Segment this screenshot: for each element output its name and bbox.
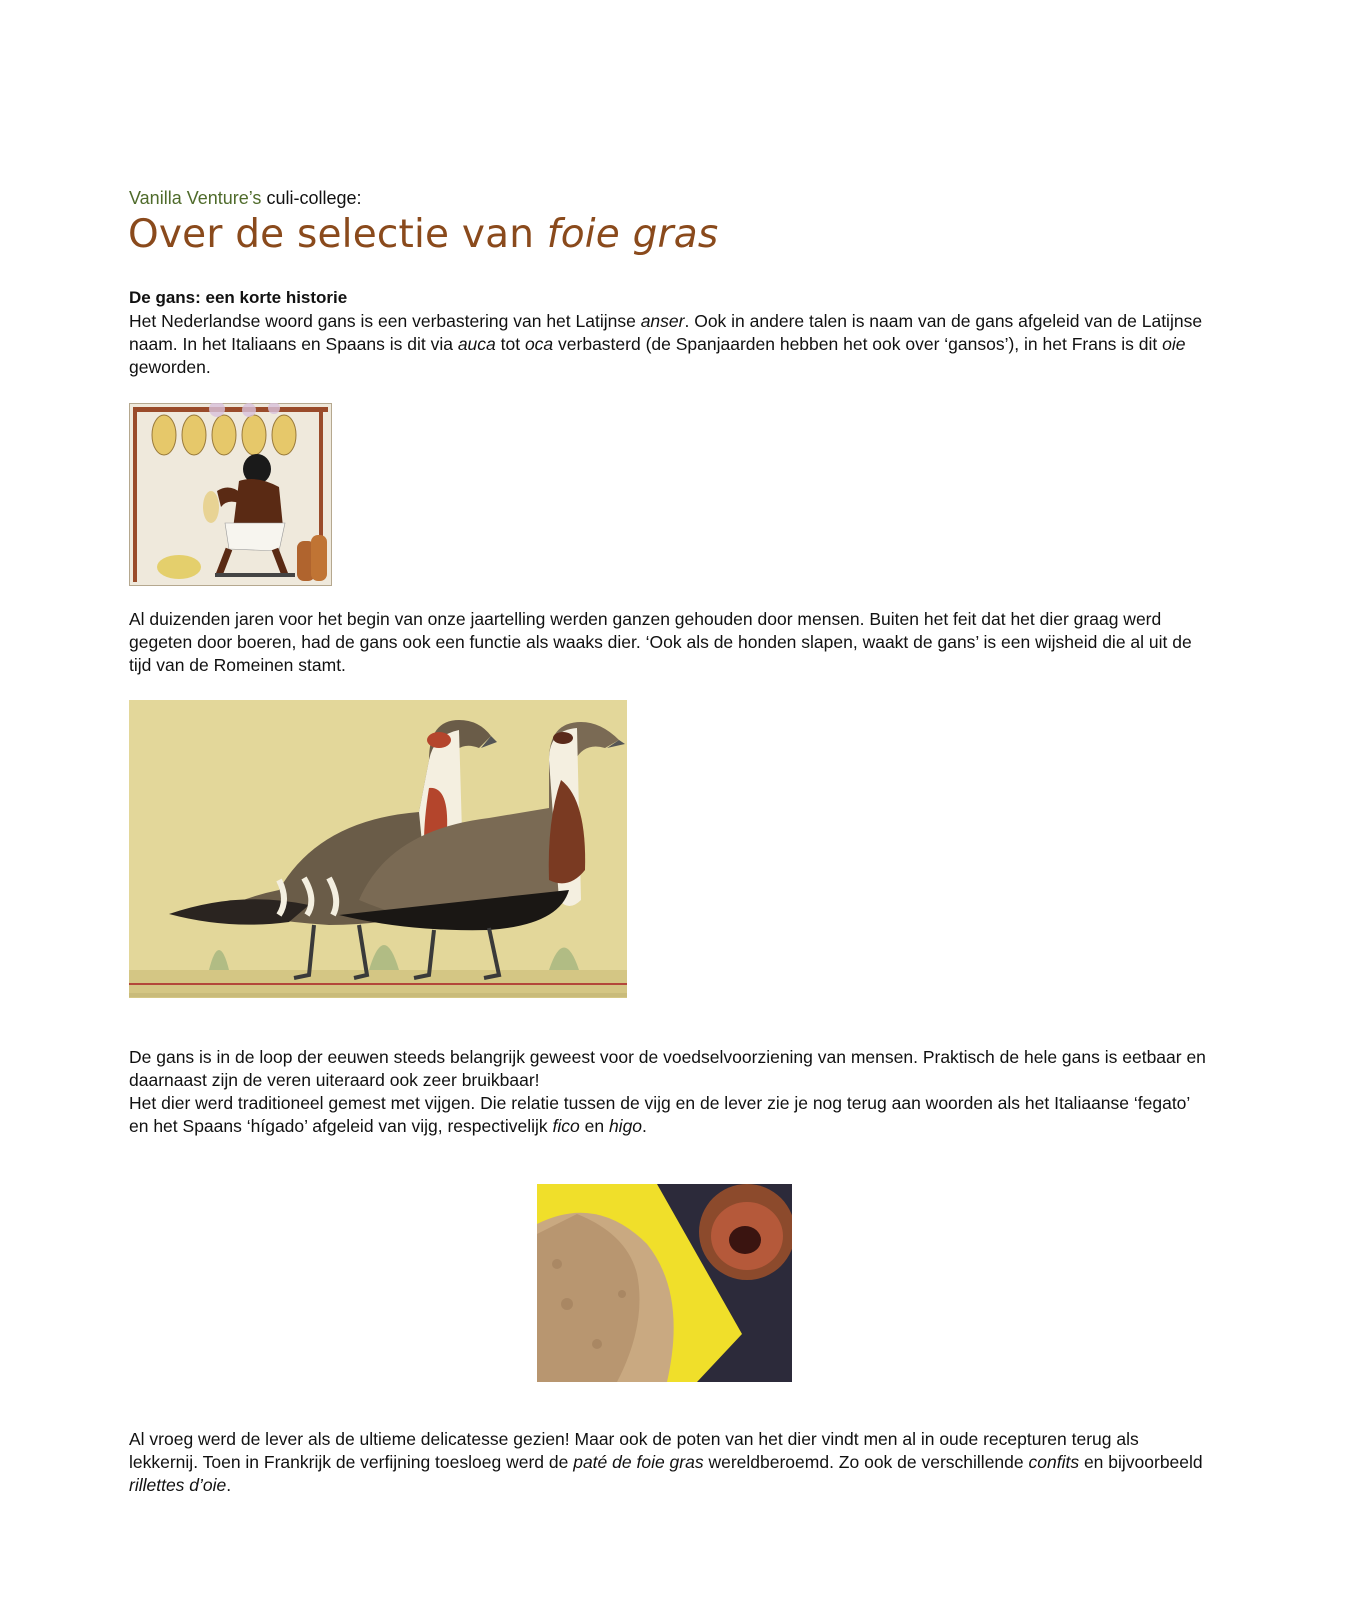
paragraph-etymology (129, 310, 1209, 379)
brand-suffix: culi-college: (266, 188, 362, 208)
text-run: Al vroeg werd de lever als de ultieme delicatesse gezien! Maar ook de poten van het dier vindt men al in oude recepturen terug als lekkernij. Toen in Frankrijk de verfijning toesloeg werd de (129, 1429, 1139, 1472)
italic-term: oie (1162, 334, 1186, 354)
text-run: Het Nederlandse woord gans is een verbastering van het Latijnse (129, 311, 641, 331)
text-run: en (579, 1116, 609, 1136)
paragraph-delicacy (129, 1428, 1209, 1497)
text-run: verbasterd (de Spanjaarden hebben het ook over ‘gansos’), in het Frans is dit (553, 334, 1163, 354)
italic-term: auca (457, 334, 496, 354)
text-run: De gans is in de loop der eeuwen steeds belangrijk geweest voor de voedselvoorziening van mensen. Praktisch de hele gans is eetbaar en daarnaast zijn de veren uiteraard ook zeer bruikbaar! (129, 1047, 1206, 1090)
brand-name: Vanilla Venture’s (129, 188, 262, 208)
text-run: geworden. (129, 357, 211, 377)
italic-term: oca (524, 334, 554, 354)
page-title (128, 212, 718, 257)
italic-term: higo (608, 1116, 643, 1136)
brand-line (129, 188, 362, 209)
text-run: en bijvoorbeeld (1079, 1452, 1203, 1472)
title-italic: foie gras (546, 212, 719, 257)
text-run: wereldberoemd. Zo ook de verschillende (703, 1452, 1029, 1472)
text-run: Al duizenden jaren voor het begin van onze jaartelling werden ganzen gehouden door mensen. Buiten het feit dat het dier graag werd gegeten door boeren, had de gans ook een functie als waaks dier. ‘Ook als de honden slapen, waakt de gans’ is een wijsheid die al uit de tijd van de Romeinen stamt. (129, 609, 1192, 675)
italic-term: fico (552, 1116, 580, 1136)
text-run: . (226, 1475, 232, 1495)
egyptian-painting-poultry-image (129, 403, 332, 586)
italic-term: paté de foie gras (573, 1452, 704, 1472)
italic-term: rillettes d’oie (129, 1475, 227, 1495)
text-run: Het dier werd traditioneel gemest met vijgen. Die relatie tussen de vijg en de lever zie je nog terug aan woorden als het Italiaanse ‘fegato’ en het Spaans ‘hígado’ afgeleid van vijg, respectivelijk (129, 1093, 1190, 1136)
text-run: . Ook in andere talen is naam van de gans afgeleid van de Latijnse naam. In het Italiaans en Spaans is dit via (129, 311, 1203, 354)
text-run: . (642, 1116, 647, 1136)
foie-gras-fig-image (537, 1184, 792, 1382)
italic-term: confits (1028, 1452, 1080, 1472)
paragraph-food-supply (129, 1046, 1209, 1138)
italic-term: anser (640, 311, 685, 331)
section-heading: De gans: een korte historie (129, 288, 348, 307)
paragraph-history (129, 608, 1209, 677)
egyptian-geese-painting-image (129, 700, 627, 998)
text-run: tot (495, 334, 525, 354)
title-plain: Over de selectie van (128, 212, 535, 257)
